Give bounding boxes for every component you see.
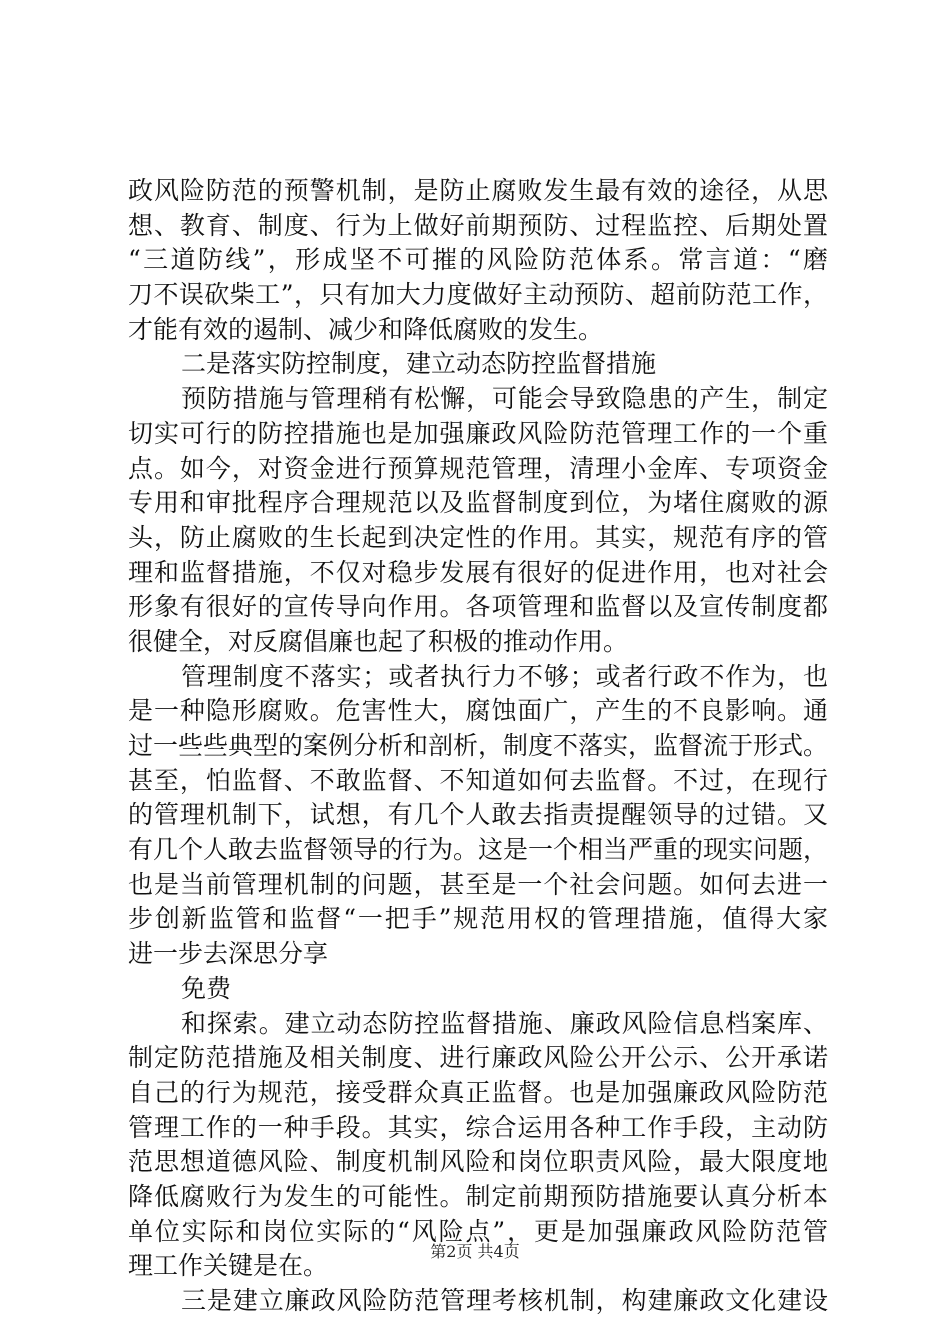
text-line: 免费 — [181, 973, 232, 1003]
text-line: 进一步去深思分享 — [128, 939, 329, 969]
text-line: 有几个人敢去监督领导的行为。这是一个相当严重的现实问题， — [128, 835, 829, 865]
text-line: 很健全，对反腐倡廉也起了积极的推动作用。 — [128, 626, 629, 656]
text-line: 形象有很好的宣传导向作用。各项管理和监督以及宣传制度都 — [128, 592, 828, 622]
text-line: 是一种隐形腐败。危害性大，腐蚀面广，产生的不良影响。通 — [128, 696, 828, 726]
text-line: 步创新监管和监督“一把手”规范用权的管理措施，值得大家 — [128, 904, 828, 934]
text-line: 管理工作的一种手段。其实，综合运用各种工作手段，主动防 — [128, 1112, 828, 1142]
text-line: 甚至，怕监督、不敢监督、不知道如何去监督。不过，在现行 — [128, 765, 828, 795]
text-line: 刀不误砍柴工”，只有加大力度做好主动预防、超前防范工作， — [128, 280, 828, 310]
text-line: 点。如今，对资金进行预算规范管理，清理小金库、专项资金 — [128, 453, 828, 483]
text-line: 理工作关键是在。 — [128, 1251, 329, 1281]
text-line: 的管理机制下，试想，有几个人敢去指责提醒领导的过错。又 — [128, 800, 828, 830]
text-line: 范思想道德风险、制度机制风险和岗位职责风险，最大限度地 — [128, 1147, 828, 1177]
page-footer: 第2页 共4页 — [430, 1242, 520, 1261]
text-line: 管理制度不落实；或者执行力不够；或者行政不作为，也 — [181, 661, 828, 691]
text-line: 预防措施与管理稍有松懈，可能会导致隐患的产生，制定 — [181, 384, 828, 414]
text-line: 专用和审批程序合理规范以及监督制度到位，为堵住腐败的源 — [128, 488, 828, 518]
text-line: 才能有效的遏制、减少和降低腐败的发生。 — [128, 314, 604, 344]
text-line: 也是当前管理机制的问题，甚至是一个社会问题。如何去进一 — [128, 869, 828, 899]
text-line: 三是建立廉政风险防范管理考核机制，构建廉政文化建设 — [181, 1286, 828, 1315]
text-line: “三道防线”，形成坚不可摧的风险防范体系。常言道：“磨 — [128, 245, 828, 275]
text-line: 自己的行为规范，接受群众真正监督。也是加强廉政风险防范 — [128, 1077, 828, 1107]
text-line: 降低腐败行为发生的可能性。制定前期预防措施要认真分析本 — [128, 1181, 828, 1211]
text-line: 单位实际和岗位实际的“风险点”，更是加强廉政风险防范管 — [128, 1216, 828, 1246]
text-line: 过一些些典型的案例分析和剖析，制度不落实，监督流于形式。 — [128, 731, 829, 760]
text-line: 切实可行的防控措施也是加强廉政风险防范管理工作的一个重 — [128, 418, 828, 448]
text-line: 制定防范措施及相关制度、进行廉政风险公开公示、公开承诺 — [128, 1043, 828, 1073]
text-line: 和探索。建立动态防控监督措施、廉政风险信息档案库、 — [181, 1008, 828, 1038]
text-line: 理和监督措施，不仅对稳步发展有很好的促进作用，也对社会 — [128, 557, 828, 587]
document-body — [128, 174, 828, 1319]
text-line: 二是落实防控制度，建立动态防控监督措施 — [181, 349, 657, 379]
text-line: 想、教育、制度、行为上做好前期预防、过程监控、后期处置 — [128, 210, 828, 240]
text-line: 头，防止腐败的生长起到决定性的作用。其实，规范有序的管 — [128, 522, 828, 552]
text-line: 政风险防范的预警机制，是防止腐败发生最有效的途径，从思 — [128, 176, 828, 205]
